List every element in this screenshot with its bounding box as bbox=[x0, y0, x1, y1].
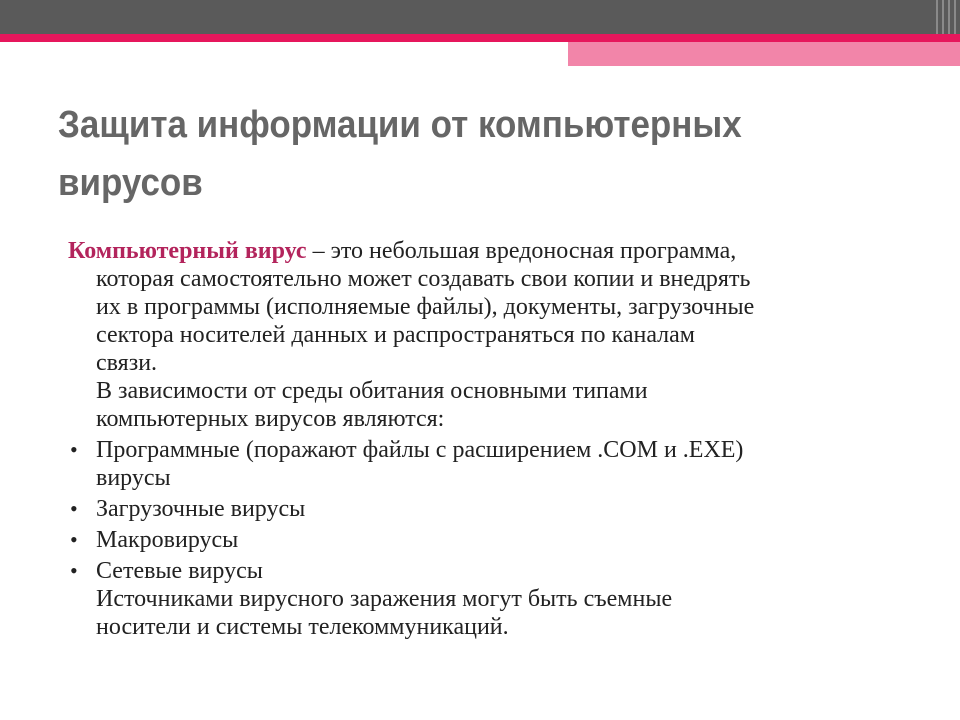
list-item-line: Сетевые вирусы bbox=[96, 558, 263, 584]
slide-title: Защита информации от компьютерных вирусов bbox=[58, 104, 742, 204]
slide-body bbox=[68, 237, 928, 641]
bullet-icon: • bbox=[70, 437, 78, 462]
list-item-line: Источниками вирусного заражения могут быть съемные bbox=[96, 586, 673, 612]
types-intro-line: В зависимости от среды обитания основными типами bbox=[96, 378, 648, 404]
definition-line: их в программы (исполняемые файлы), документы, загрузочные bbox=[96, 294, 755, 320]
pink-accent-block bbox=[568, 42, 960, 66]
definition-term: Компьютерный вирус bbox=[68, 238, 307, 264]
list-item-line: вирусы bbox=[96, 465, 171, 491]
bullet-icon: • bbox=[70, 558, 78, 583]
bullet-icon: • bbox=[70, 527, 78, 552]
definition-line: которая самостоятельно может создавать свои копии и внедрять bbox=[96, 266, 751, 292]
list-item-line: Макровирусы bbox=[96, 527, 239, 553]
top-decor-stripes bbox=[932, 0, 960, 34]
list-item-program-viruses bbox=[68, 436, 928, 492]
list-item-line: Загрузочные вирусы bbox=[96, 496, 306, 522]
list-item-network-viruses bbox=[68, 557, 928, 641]
definition-line: сектора носителей данных и распространяться по каналам bbox=[96, 322, 695, 348]
list-item-line: носители и системы телекоммуникаций. bbox=[96, 614, 509, 640]
bullet-icon: • bbox=[70, 496, 78, 521]
types-intro-line: компьютерных вирусов являются: bbox=[96, 406, 445, 432]
list-item-macro-viruses bbox=[68, 526, 928, 554]
definition-line: связи. bbox=[96, 350, 158, 376]
pink-accent-line bbox=[0, 34, 960, 42]
definition-first-line bbox=[68, 237, 928, 265]
list-item-boot-viruses bbox=[68, 495, 928, 523]
top-decor-bar bbox=[0, 0, 960, 34]
list-item-line: Программные (поражают файлы с расширением .COM и .EXE) bbox=[96, 437, 744, 463]
definition-first-line-rest: – это небольшая вредоносная программа, bbox=[306, 238, 737, 264]
